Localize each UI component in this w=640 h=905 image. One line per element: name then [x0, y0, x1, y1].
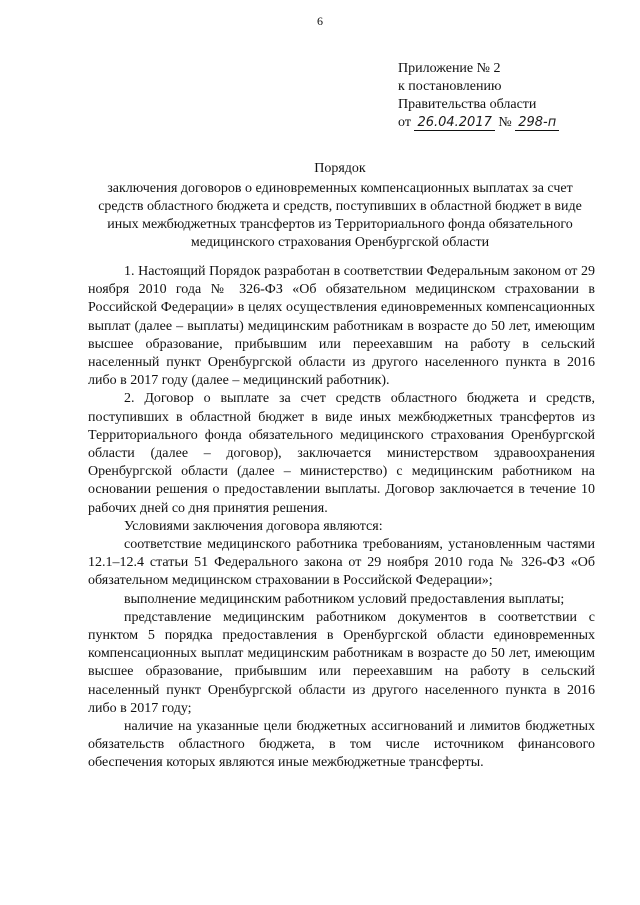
date-prefix: от — [398, 115, 411, 130]
document-title-block — [90, 160, 590, 252]
page-number: 6 — [317, 14, 323, 28]
appendix-authority-line: Правительства области — [398, 97, 537, 112]
conditions-intro: Условиями заключения договора являются: — [124, 518, 383, 534]
condition-item: наличие на указанные цели бюджетных ассигнований и лимитов бюджетных обязательств областного бюджета, в том числе источником финансового обеспечения которых являются иные межбюджетные трансферты. — [88, 719, 595, 771]
appendix-date-line — [398, 114, 613, 132]
appendix-resolution-line: к постановлению — [398, 79, 502, 94]
condition-item: представление медицинским работником документов в соответствии с пунктом 5 порядка предоставления в Оренбургской области единовременных компенсационных выплат медицинским работникам в возрасте до 50 лет, имеющим высшее образование, прибывшим или переехавшим на работу в сельский населенный пункт Оренбургской области из другого населенного пункта в 2016 либо в 2017 году; — [88, 609, 595, 716]
document-subtitle: заключения договоров о единовременных компенсационных выплатах за счет средств областного бюджета и средств, поступивших в областной бюджет в виде иных межбюджетных трансфертов из Территориального фонда обязательного медицинского страхования Оренбургской области — [98, 181, 582, 250]
handwritten-number: 298-п — [515, 115, 559, 131]
condition-item: соответствие медицинского работника требованиям, установленным частями 12.1–12.4 статьи 51 Федерального закона от 29 ноября 2010 года № 326-ФЗ «Об обязательном медицинском страховании в Российской Федерации»; — [88, 537, 595, 589]
appendix-block — [398, 60, 613, 132]
document-body — [88, 263, 595, 773]
paragraph-2: 2. Договор о выплате за счет средств областного бюджета и средств, поступивших в областной бюджет в виде иных межбюджетных трансфертов из Территориального фонда обязательного медицинского страхования Оренбургской области (далее – договор), заключается министерством здравоохранения Оренбургской области (далее – министерство) с медицинским работником на основании решения о предоставлении выплаты. Договор заключается в течение 10 рабочих дней со дня принятия решения. — [88, 391, 595, 516]
condition-item: выполнение медицинским работником условий предоставления выплаты; — [124, 591, 565, 607]
number-prefix: № — [498, 115, 512, 130]
appendix-title: Приложение № 2 — [398, 61, 501, 76]
paragraph-1: 1. Настоящий Порядок разработан в соответствии Федеральным законом от 29 ноября 2010 года № 326-ФЗ «Об обязательном медицинском страховании в Российской Федерации» в целях осуществления единовременных компенсационных выплат (далее – выплаты) медицинским работникам в возрасте до 50 лет, имеющим высшее образование, прибывшим или переехавшим на работу в сельский населенный пункт Оренбургской области из другого населенного пункта в 2016 либо в 2017 году (далее – медицинский работник). — [88, 264, 595, 389]
handwritten-date: 26.04.2017 — [414, 115, 494, 131]
document-heading: Порядок — [314, 161, 366, 176]
